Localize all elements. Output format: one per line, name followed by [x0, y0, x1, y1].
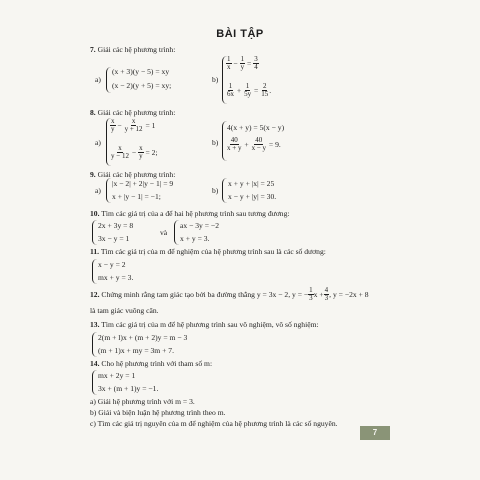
fraction: $\frac{2}{15}$ — [261, 81, 269, 98]
fraction: $\frac{40}{x + y}$ — [227, 135, 242, 152]
fraction: $\frac{x}{y}$ — [139, 143, 143, 160]
exercise-10-heading — [90, 209, 290, 218]
exercise-text: Tìm các giá trị của m để hệ phương trình sau vô nghiệm, vô số nghiệm: — [101, 320, 319, 329]
exercise-text: Tìm các giá trị của m để nghiệm của hệ phương trình sau là các số dương: — [100, 247, 326, 256]
q13-brace — [92, 332, 97, 357]
exercise-text: Giải các hệ phương trình: — [97, 45, 176, 54]
exercise-number: 7. — [90, 45, 96, 54]
q14-part-b: b) Giải và biện luận hệ phương trình theo m. — [90, 408, 226, 417]
q9-b-eq1: x + y + |x| = 25 — [228, 179, 275, 188]
q10-sys1-eq1: 2x + 3y = 8 — [98, 221, 134, 230]
q10-brace-1 — [92, 220, 97, 245]
q9-b-label: b) — [212, 186, 219, 195]
q7-a-eq1: (x + 3)(y − 5) = xy — [112, 67, 170, 76]
exercise-text: Giải các hệ phương trình: — [97, 108, 176, 117]
fraction: $\frac{1}{3}$ — [309, 285, 313, 302]
exercise-8-heading — [90, 108, 175, 117]
exercise-number: 9. — [90, 170, 96, 179]
q11-brace — [92, 259, 97, 284]
q7-a-label: a) — [95, 75, 101, 84]
page-number: 7 — [360, 426, 390, 440]
exercise-13-heading — [90, 320, 319, 329]
q8-a-label: a) — [95, 138, 101, 147]
q13-eq2: (m + 1)x + my = 3m + 7. — [98, 346, 174, 355]
q8-b-label: b) — [212, 138, 219, 147]
q10-sys2-eq2: x + y = 3. — [180, 234, 210, 243]
exercise-12-heading — [90, 285, 369, 302]
exercise-text: , y = −2x + 8 — [329, 290, 369, 299]
q11-eq2: mx + y = 3. — [98, 273, 134, 282]
exercise-number: 14. — [90, 359, 100, 368]
q13-eq1: 2(m + l)x + (m + 2)y = m − 3 — [98, 333, 188, 342]
page-title: BÀI TẬP — [216, 28, 264, 40]
exercise-number: 12. — [90, 290, 100, 299]
q7-a-brace — [106, 67, 111, 93]
q9-a-label: a) — [95, 186, 101, 195]
exercise-text: Tìm các giá trị của a để hai hệ phương trình sau tương đương: — [101, 209, 290, 218]
q14-part-a: a) Giải hệ phương trình với m = 3. — [90, 397, 195, 406]
fraction: $\frac{1}{5y}$ — [244, 81, 252, 98]
exercise-11-heading — [90, 247, 326, 256]
q14-eq2: 3x + (m + 1)y = −1. — [98, 384, 159, 393]
q7-a-eq2: (x − 2)(y + 5) = xy; — [112, 81, 172, 90]
q10-brace-2 — [174, 220, 179, 245]
q10-sys2-eq1: ax − 3y = −2 — [180, 221, 219, 230]
q9-a-brace — [106, 178, 111, 203]
fraction: $\frac{x}{y + 12}$ — [124, 116, 143, 133]
q9-a-eq1: |x − 2| + 2|y − 1| = 9 — [112, 179, 174, 188]
q10-sys1-eq2: 3x − y = 1 — [98, 234, 130, 243]
exercise-number: 8. — [90, 108, 96, 117]
q7-b-eq1: $\frac{1}{x}$ − $\frac{1}{y}$ = $\frac{3}{4}$ — [227, 54, 258, 71]
exercise-text: x + — [313, 290, 324, 299]
exercise-14-heading — [90, 359, 212, 368]
q7-b-eq2: $\frac{1}{6x}$ + $\frac{1}{5y}$ = $\frac{2}{15}$ . — [227, 81, 272, 98]
fraction: $\frac{x}{y - 12}$ — [111, 143, 129, 160]
exercise-text: Giải các hệ phương trình: — [97, 170, 176, 179]
exercise-12-continuation: là tam giác vuông cân. — [90, 306, 159, 315]
fraction: $\frac{1}{x}$ — [227, 54, 231, 71]
q9-b-eq2: x − y + |y| = 30. — [228, 192, 277, 201]
q14-part-c: c) Tìm các giá trị nguyên của m để nghiệm của hệ phương trình là các số nguyên. — [90, 419, 338, 428]
q8-b-eq2: $\frac{40}{x + y}$ + $\frac{40}{x - y}$ = 9. — [227, 135, 281, 152]
exercise-number: 13. — [90, 320, 100, 329]
exercise-number: 11. — [90, 247, 100, 256]
q8-a-eq1: $\frac{x}{y}$ − $\frac{x}{y + 12}$ = 1 — [111, 116, 156, 133]
q7-b-label: b) — [212, 75, 219, 84]
fraction: $\frac{1}{6x}$ — [227, 81, 234, 98]
q14-eq1: mx + 2y = 1 — [98, 371, 136, 380]
exercise-number: 10. — [90, 209, 100, 218]
fraction: $\frac{x}{y}$ — [111, 116, 115, 133]
exercise-9-heading — [90, 170, 175, 179]
fraction: $\frac{40}{x - y}$ — [251, 135, 267, 152]
exercise-text: Cho hệ phương trình với tham số m: — [101, 359, 213, 368]
fraction: $\frac{4}{3}$ — [324, 285, 329, 302]
fraction: $\frac{1}{y}$ — [240, 54, 245, 71]
fraction: $\frac{3}{4}$ — [254, 54, 258, 71]
q10-conjunction: và — [160, 228, 168, 237]
q9-b-brace — [222, 178, 227, 203]
q14-brace — [92, 370, 97, 395]
exercise-text: Chứng minh rằng tam giác tạo bởi ba đường thẳng y = 3x − 2, y = − — [101, 290, 309, 299]
q11-eq1: x − y = 2 — [98, 260, 126, 269]
exercise-7-heading — [90, 45, 175, 54]
q8-a-eq2: $\frac{x}{y - 12}$ − $\frac{x}{y}$ = 2; — [111, 143, 158, 160]
q9-a-eq2: x + |y − 1| = −1; — [112, 192, 161, 201]
q8-b-eq1: 4(x + y) = 5(x − y) — [227, 123, 285, 132]
